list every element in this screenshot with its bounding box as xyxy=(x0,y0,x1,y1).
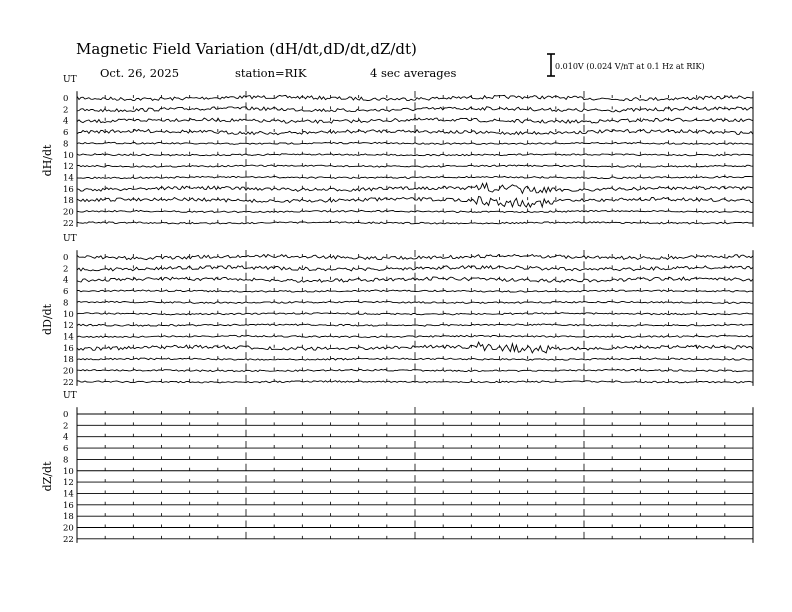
row-hour-label: 20 xyxy=(63,366,74,377)
row-hour-label: 14 xyxy=(63,489,74,500)
row-14h xyxy=(63,329,753,342)
row-hour-label: 22 xyxy=(63,218,74,229)
row-18h xyxy=(63,509,753,522)
row-hour-label: 8 xyxy=(63,455,69,466)
row-2h xyxy=(63,418,753,431)
ut-axis-label: UT xyxy=(63,75,77,85)
row-8h xyxy=(63,136,753,149)
chart-title: Magnetic Field Variation (dH/dt,dD/dt,dZ/dt) xyxy=(76,40,417,58)
row-6h xyxy=(63,441,753,454)
row-ticks xyxy=(77,329,753,336)
row-hour-label: 2 xyxy=(63,264,69,275)
row-hour-label: 4 xyxy=(63,116,69,127)
row-ticks xyxy=(77,375,753,382)
row-22h xyxy=(63,216,753,229)
row-16h xyxy=(63,182,753,195)
row-hour-label: 14 xyxy=(63,173,74,184)
row-ticks xyxy=(77,114,753,121)
row-20h xyxy=(63,364,753,377)
panel-dH-dt xyxy=(41,75,753,229)
row-hour-label: 20 xyxy=(63,207,74,218)
row-ticks xyxy=(77,148,753,155)
scale-bar-label: 0.010V (0.024 V/nT at 0.1 Hz at RIK) xyxy=(555,62,705,71)
row-12h xyxy=(63,159,753,172)
row-4h xyxy=(63,273,753,286)
row-ticks xyxy=(77,205,753,212)
row-ticks xyxy=(77,193,753,200)
row-hour-label: 12 xyxy=(63,321,74,332)
row-ticks xyxy=(77,284,753,291)
row-ticks xyxy=(77,102,753,109)
row-hour-label: 12 xyxy=(63,478,74,489)
row-hour-label: 16 xyxy=(63,500,74,511)
row-ticks xyxy=(77,509,753,516)
row-22h xyxy=(63,375,753,388)
row-hour-label: 0 xyxy=(63,253,69,263)
row-hour-label: 10 xyxy=(63,150,74,161)
row-ticks xyxy=(77,307,753,314)
ut-axis-label: UT xyxy=(63,391,77,401)
scale-bar xyxy=(547,54,705,76)
row-hour-label: 0 xyxy=(63,410,69,420)
row-10h xyxy=(63,307,753,320)
row-hour-label: 6 xyxy=(63,128,69,139)
row-hour-label: 2 xyxy=(63,105,69,116)
row-6h xyxy=(63,284,753,297)
row-ticks xyxy=(77,464,753,471)
row-ticks xyxy=(77,418,753,425)
row-0h xyxy=(63,407,753,420)
row-16h xyxy=(63,498,753,511)
row-hour-label: 18 xyxy=(63,512,74,523)
row-10h xyxy=(63,464,753,477)
row-ticks xyxy=(77,407,753,414)
row-hour-label: 4 xyxy=(63,275,69,286)
row-ticks xyxy=(77,159,753,166)
row-hour-label: 20 xyxy=(63,523,74,534)
row-ticks xyxy=(77,498,753,505)
row-hour-label: 16 xyxy=(63,343,74,354)
row-ticks xyxy=(77,532,753,539)
date-label: Oct. 26, 2025 xyxy=(100,66,180,80)
row-hour-label: 12 xyxy=(63,162,74,173)
row-hour-label: 2 xyxy=(63,421,69,432)
row-ticks xyxy=(77,91,753,98)
row-hour-label: 4 xyxy=(63,432,69,443)
row-10h xyxy=(63,148,753,161)
row-14h xyxy=(63,486,753,499)
row-0h xyxy=(63,91,753,104)
row-hour-label: 10 xyxy=(63,466,74,477)
row-hour-label: 18 xyxy=(63,355,74,366)
row-ticks xyxy=(77,441,753,448)
row-20h xyxy=(63,521,753,534)
row-ticks xyxy=(77,318,753,325)
row-hour-label: 22 xyxy=(63,534,74,545)
row-12h xyxy=(63,475,753,488)
panel-dD-dt xyxy=(41,234,753,388)
row-hour-label: 16 xyxy=(63,184,74,195)
ut-axis-label: UT xyxy=(63,234,77,244)
row-hour-label: 0 xyxy=(63,94,69,104)
y-axis-label: dD/dt xyxy=(41,303,54,335)
row-16h xyxy=(63,341,753,354)
row-2h xyxy=(63,102,753,115)
row-hour-label: 8 xyxy=(63,139,69,150)
row-6h xyxy=(63,125,753,138)
row-ticks xyxy=(77,475,753,482)
station-label: station=RIK xyxy=(235,66,307,80)
row-ticks xyxy=(77,452,753,459)
row-ticks xyxy=(77,352,753,359)
row-hour-label: 18 xyxy=(63,196,74,207)
row-22h xyxy=(63,532,753,545)
y-axis-label: dZ/dt xyxy=(41,461,54,492)
row-hour-label: 14 xyxy=(63,332,74,343)
row-20h xyxy=(63,205,753,218)
row-ticks xyxy=(77,486,753,493)
y-axis-label: dH/dt xyxy=(41,144,54,177)
row-hour-label: 10 xyxy=(63,309,74,320)
panel-dZ-dt xyxy=(41,391,753,545)
row-8h xyxy=(63,452,753,465)
row-hour-label: 6 xyxy=(63,287,69,298)
trace-line xyxy=(77,301,753,303)
row-ticks xyxy=(77,430,753,437)
row-hour-label: 8 xyxy=(63,298,69,309)
row-0h xyxy=(63,250,753,263)
row-12h xyxy=(63,318,753,331)
row-ticks xyxy=(77,125,753,132)
row-18h xyxy=(63,352,753,365)
row-8h xyxy=(63,295,753,308)
row-18h xyxy=(63,193,753,207)
row-4h xyxy=(63,114,753,127)
row-ticks xyxy=(77,216,753,223)
averaging-label: 4 sec averages xyxy=(370,66,457,80)
row-4h xyxy=(63,430,753,443)
row-hour-label: 22 xyxy=(63,377,74,388)
row-14h xyxy=(63,170,753,183)
row-2h xyxy=(63,261,753,274)
row-ticks xyxy=(77,521,753,528)
row-hour-label: 6 xyxy=(63,444,69,455)
